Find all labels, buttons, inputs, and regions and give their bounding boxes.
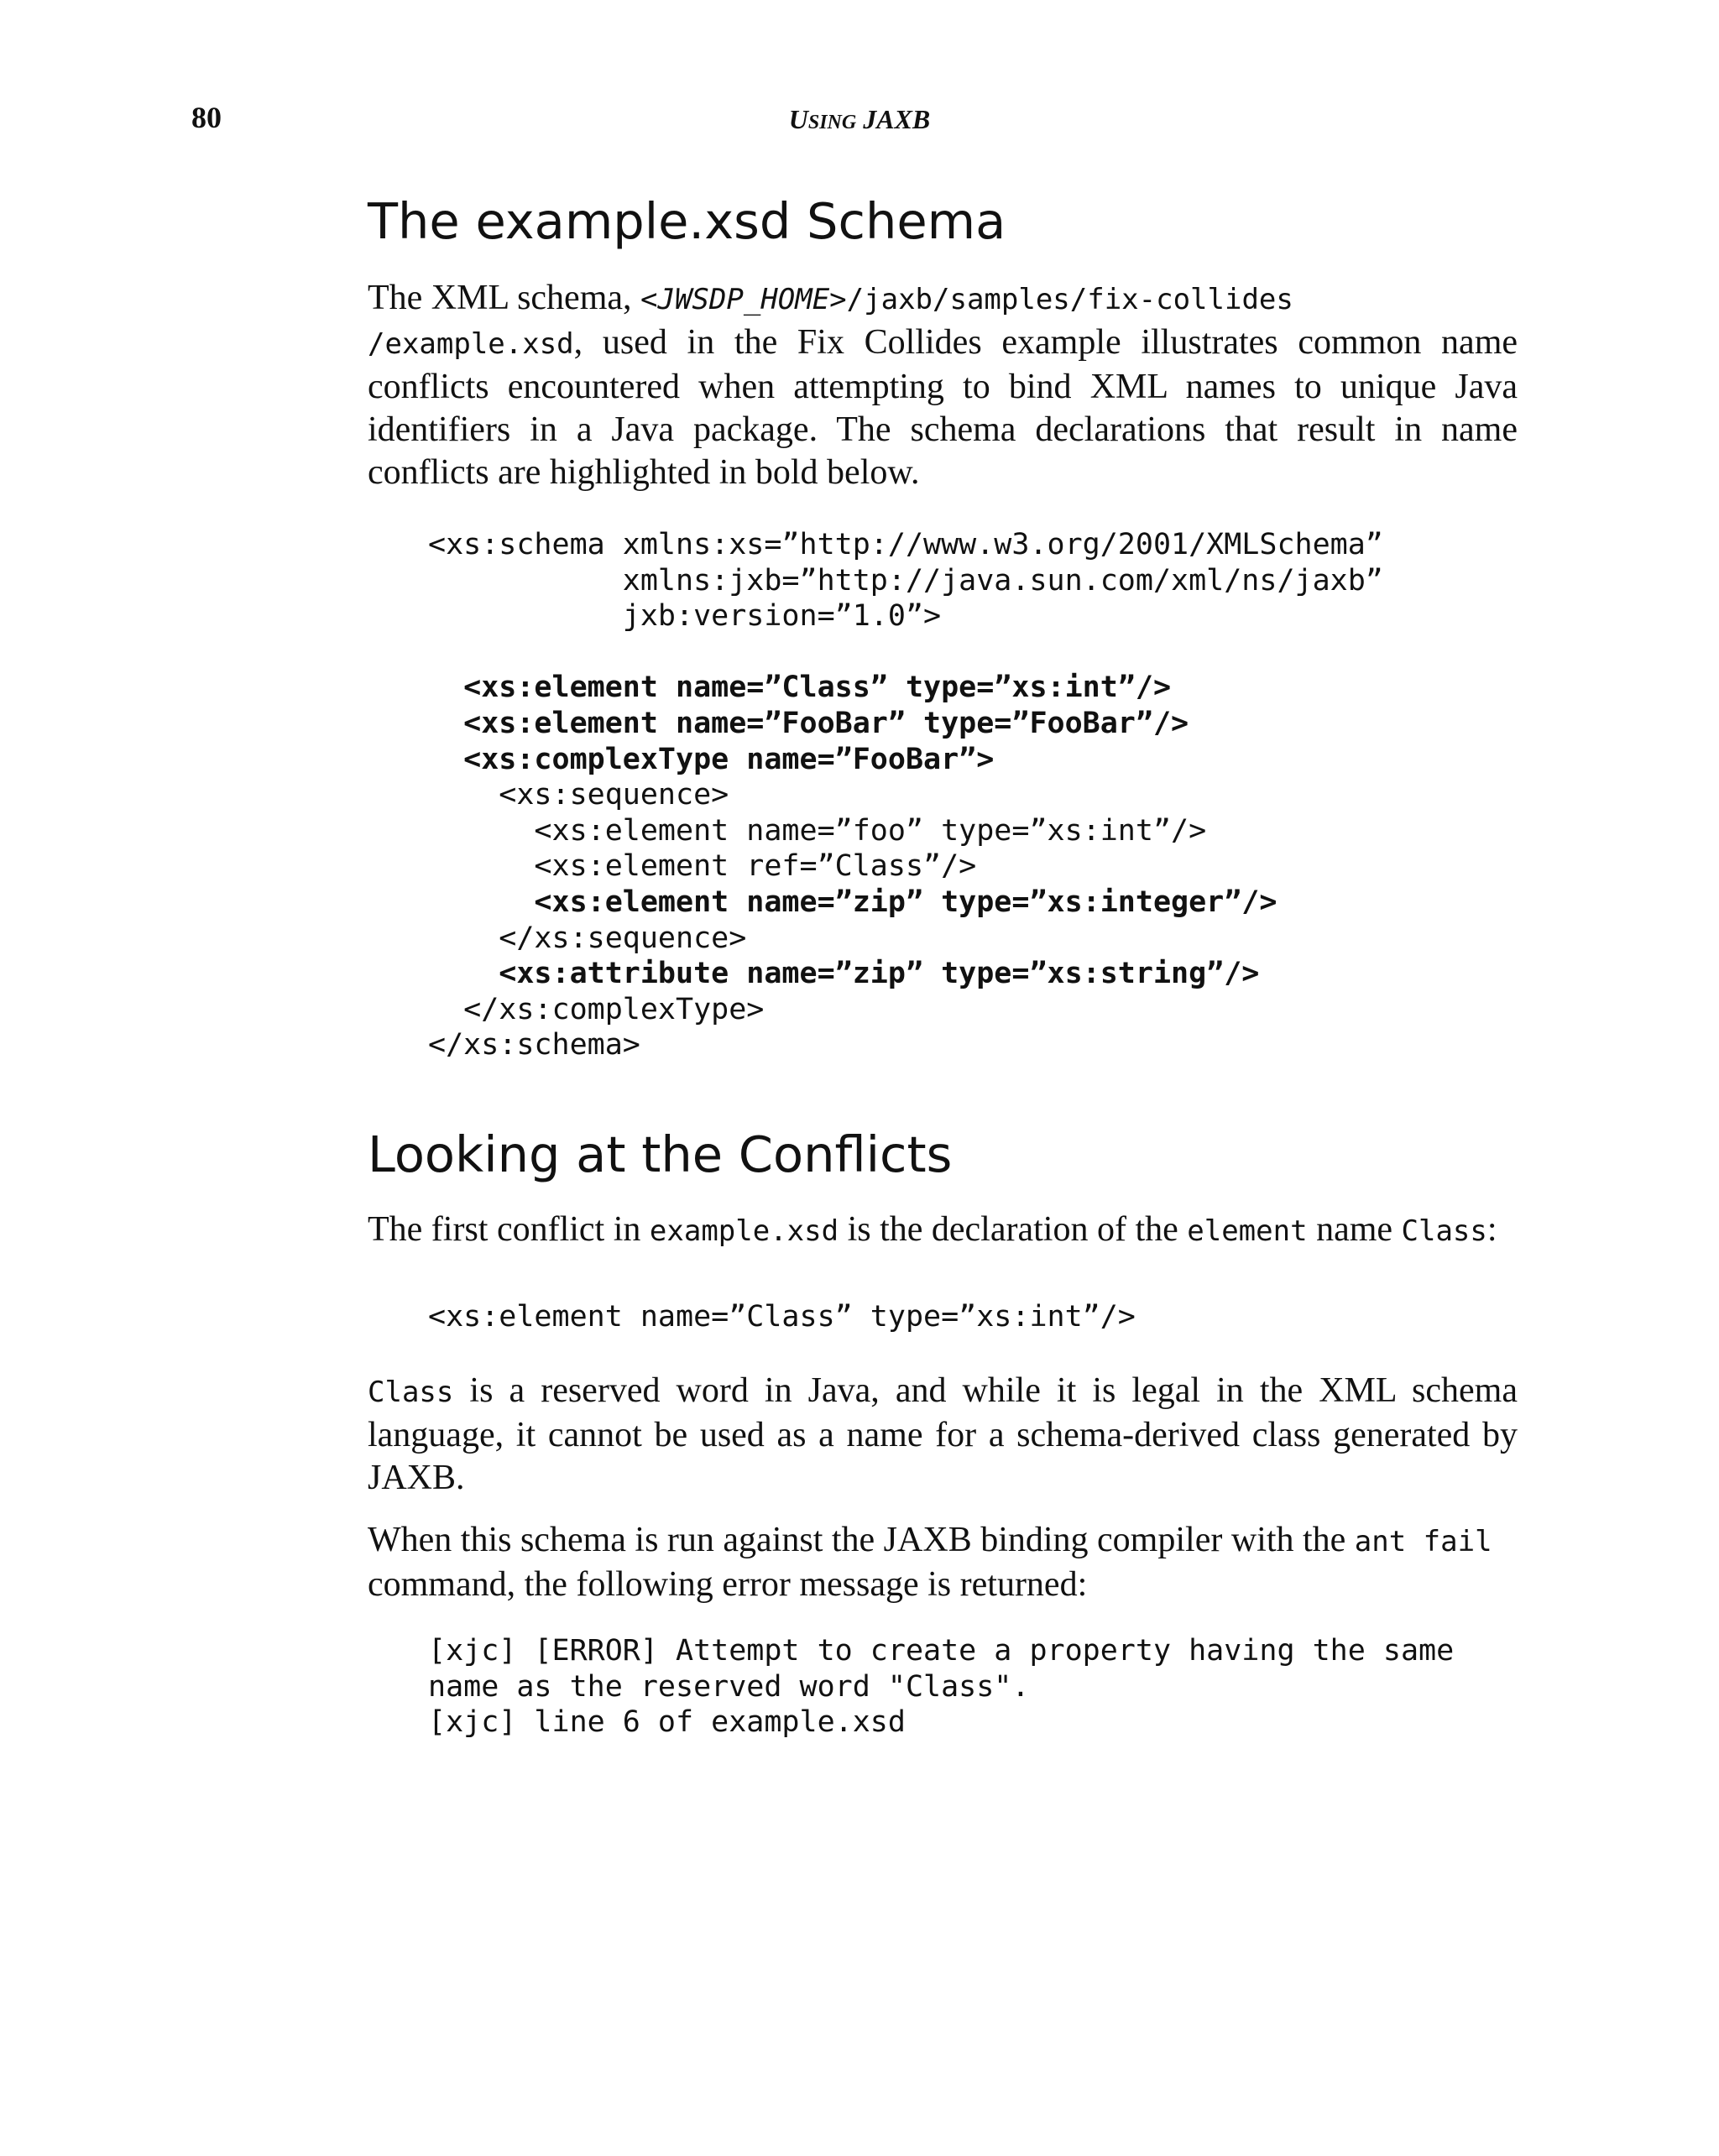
reserved-word-paragraph-block — [368, 1370, 1518, 1500]
error-message-listing — [428, 1633, 1454, 1741]
class-code: Class — [1401, 1214, 1487, 1248]
schema-code-line: <xs:element name=”zip” type=”xs:integer”/> — [428, 885, 1277, 919]
ant-fail-code: ant fail — [1354, 1525, 1492, 1558]
ant-fail-paragraph — [368, 1519, 1518, 1606]
schema-code-line: </xs:sequence> — [428, 921, 747, 955]
intro-text-1: The XML schema, — [368, 279, 641, 317]
first-conflict-text-1: The first conflict in — [368, 1210, 650, 1249]
first-conflict-paragraph — [368, 1209, 1518, 1253]
section-heading-conflicts: Looking at the Conflicts — [368, 1125, 953, 1183]
reserved-word-paragraph — [368, 1370, 1518, 1500]
schema-path-part: /jaxb/samples/fix-collides — [846, 283, 1293, 316]
ant-fail-text-2: command, the following error message is returned: — [368, 1565, 1088, 1604]
intro-text-2: , used in the Fix Collides example illustrates common name conflicts encountered when attempting to bind XML names to unique Java identifiers in a Java package. The schema declarations that result in name conflicts are highlighted in bold below. — [368, 323, 1518, 492]
schema-code-line: <xs:element ref=”Class”/> — [428, 849, 977, 884]
reserved-word-text: is a reserved word in Java, and while it is legal in the XML schema language, it cannot be used as a name for a schema-derived class generated by JAXB. — [368, 1371, 1518, 1497]
schema-code-line: <xs:element name=”FooBar” type=”FooBar”/> — [428, 706, 1189, 740]
error-code-line: [xjc] [ERROR] Attempt to create a property having the same — [428, 1634, 1455, 1668]
running-title-initial: U — [788, 104, 808, 134]
schema-code-line: <xs:complexType name=”FooBar”> — [428, 742, 995, 776]
schema-code-line — [428, 634, 1383, 671]
error-code-line: name as the reserved word "Class". — [428, 1669, 1030, 1704]
element-code: element — [1187, 1214, 1308, 1248]
ant-fail-paragraph-block — [368, 1519, 1518, 1606]
schema-code-line: <xs:element name=”Class” type=”xs:int”/> — [428, 671, 1172, 705]
schema-code-line: <xs:sequence> — [428, 778, 729, 812]
first-conflict-text-2: is the declaration of the — [839, 1210, 1188, 1249]
schema-intro-paragraph — [368, 277, 1518, 494]
running-title-smallcaps: SING — [807, 112, 857, 133]
schema-code-listing — [428, 527, 1383, 1063]
first-conflict-text-3: name — [1307, 1210, 1402, 1249]
running-title — [0, 101, 1719, 141]
first-conflict-text-4: : — [1486, 1210, 1497, 1249]
class-keyword-code: Class — [368, 1376, 454, 1409]
schema-code-line: </xs:schema> — [428, 1028, 640, 1062]
schema-intro-paragraph-block — [368, 277, 1518, 494]
schema-code-line: xmlns:jxb=”http://java.sun.com/xml/ns/jaxb” — [428, 563, 1383, 598]
schema-code-line: <xs:schema xmlns:xs=”http://www.w3.org/2001/XMLSchema” — [428, 528, 1383, 561]
jwsdp-home-path: <JWSDP_HOME> — [640, 283, 847, 316]
class-element-code: <xs:element name=”Class” type=”xs:int”/> — [428, 1300, 1136, 1334]
schema-code-line: <xs:attribute name=”zip” type=”xs:string”/> — [428, 957, 1260, 991]
ant-fail-text-1: When this schema is run against the JAXB binding compiler with the — [368, 1521, 1355, 1559]
section-heading-schema: The example.xsd Schema — [368, 192, 1006, 250]
schema-code-line: <xs:element name=”foo” type=”xs:int”/> — [428, 813, 1207, 848]
conflict-paragraph-block — [368, 1209, 1518, 1253]
schema-code-line: </xs:complexType> — [428, 992, 765, 1026]
example-xsd-code: example.xsd — [649, 1214, 839, 1248]
error-code-line: [xjc] line 6 of example.xsd — [428, 1705, 906, 1740]
schema-code-line: jxb:version=”1.0”> — [428, 599, 942, 634]
running-title-tail: JAXB — [856, 104, 931, 134]
page-number: 80 — [191, 101, 222, 134]
schema-path-file: /example.xsd — [368, 327, 574, 361]
